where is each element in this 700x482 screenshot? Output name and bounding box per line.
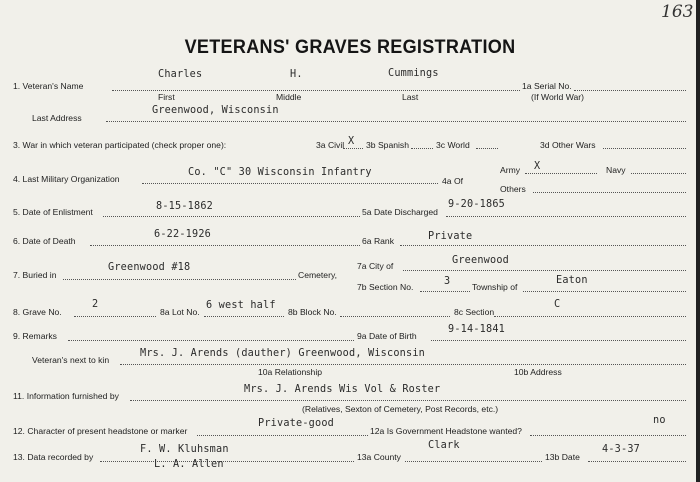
label-serial-no: 1a Serial No. [522,81,572,91]
dots-address [106,121,686,122]
label-world: 3c World [436,140,470,150]
value-recorder-2: L. A. Allen [154,459,224,470]
value-date: 4-3-37 [602,444,641,455]
dots-township [523,291,686,292]
value-birth: 9-14-1841 [448,324,506,335]
dots-world [476,148,498,149]
dots-organization [142,183,438,184]
dots-army [525,173,597,174]
dots-section-7b [420,291,470,292]
label-last-address: Last Address [32,113,82,123]
label-township: Township of [472,282,518,292]
value-death: 6-22-1926 [154,229,212,240]
label-birth: 9a Date of Birth [357,331,417,341]
value-section-c: C [554,299,561,310]
dots-section-8c [494,316,686,317]
card-edge [696,0,700,482]
dots-death [90,245,360,246]
value-address: Greenwood, Wisconsin [152,105,279,116]
value-township: Eaton [556,275,588,286]
value-county: Clark [428,440,460,451]
label-buried: 7. Buried in [13,270,57,280]
label-county: 13a County [357,452,401,462]
label-remarks: 9. Remarks [13,331,57,341]
label-cemetery: Cemetery, [298,270,337,280]
label-headstone: 12. Character of present headstone or marker [13,426,188,436]
dots-recorded [100,461,354,462]
label-lot-no: 8a Lot No. [160,307,200,317]
label-middle: Middle [276,92,302,102]
dots-lot [204,316,284,317]
label-death: 6. Date of Death [13,236,76,246]
value-headstone: Private-good [258,418,335,429]
dots-block [340,316,450,317]
value-last-name: Cummings [388,68,439,79]
label-date-13b: 13b Date [545,452,580,462]
corner-number: 163 [661,2,694,22]
value-gov-headstone: no [653,415,666,426]
dots-buried [63,279,296,280]
label-last: Last [402,92,419,102]
value-civil-mark: X [348,136,355,147]
dots-grave [74,316,156,317]
label-civil: 3a Civil [316,140,345,150]
dots-serial [574,90,686,91]
dots-furnished [130,400,686,401]
value-rank: Private [428,231,473,242]
label-discharged: 5a Date Discharged [362,207,438,217]
label-army: Army [500,165,521,175]
label-spanish: 3b Spanish [366,140,410,150]
label-rank: 6a Rank [362,236,395,246]
label-section-7b: 7b Section No. [357,282,414,292]
value-grave-no: 2 [92,299,99,310]
label-relationship: 10a Relationship [258,367,323,377]
value-section-no: 3 [444,276,451,287]
dots-discharged [446,216,686,217]
dots-other-wars [603,148,686,149]
label-enlistment: 5. Date of Enlistment [13,207,93,217]
label-gov-headstone: 12a Is Government Headstone wanted? [370,426,522,436]
label-recorded-by: 13. Data recorded by [13,452,94,462]
label-sources: (Relatives, Sexton of Cemetery, Post Records, etc.) [302,404,499,414]
label-next-of-kin: Veteran's next to kin [32,355,110,365]
value-furnished-by: Mrs. J. Arends Wis Vol & Roster [244,384,441,395]
dots-remarks [68,340,354,341]
label-section-8c: 8c Section [454,307,495,317]
label-4a-of: 4a Of [442,176,464,186]
dots-spanish [411,148,433,149]
dots-gov-headstone [530,435,686,436]
dots-enlistment [103,216,360,217]
label-navy: Navy [606,165,626,175]
value-army-mark: X [534,161,541,172]
value-kin: Mrs. J. Arends (dauther) Greenwood, Wisconsin [140,348,426,359]
form-title: VETERANS' GRAVES REGISTRATION [184,37,516,58]
value-lot-no: 6 west half [206,300,276,311]
dots-city [403,270,686,271]
label-organization: 4. Last Military Organization [13,174,120,184]
label-city: 7a City of [357,261,394,271]
value-buried: Greenwood #18 [108,262,191,273]
label-others: Others [500,184,526,194]
label-block-no: 8b Block No. [288,307,337,317]
value-discharged: 9-20-1865 [448,199,506,210]
dots-kin [120,364,686,365]
value-first-name: Charles [158,69,203,80]
dots-civil [343,148,363,149]
dots-name [112,90,520,91]
dots-date [588,461,686,462]
label-if-world-war: (If World War) [531,92,584,102]
value-organization: Co. "C" 30 Wisconsin Infantry [188,167,372,178]
dots-rank [400,245,686,246]
value-recorder-1: F. W. Kluhsman [140,444,229,455]
dots-navy [631,173,686,174]
value-enlistment: 8-15-1862 [156,201,214,212]
label-address-10b: 10b Address [514,367,562,377]
dots-headstone [197,435,368,436]
dots-birth [431,340,686,341]
label-furnished-by: 11. Information furnished by [13,391,119,401]
value-city: Greenwood [452,255,510,266]
value-middle-name: H. [290,69,303,80]
label-first: First [158,92,175,102]
dots-county [405,461,542,462]
label-grave-no: 8. Grave No. [13,307,62,317]
label-war: 3. War in which veteran participated (check proper one): [13,140,227,150]
dots-others [533,192,686,193]
label-veteran-name: 1. Veteran's Name [13,81,84,91]
label-other-wars: 3d Other Wars [540,140,596,150]
